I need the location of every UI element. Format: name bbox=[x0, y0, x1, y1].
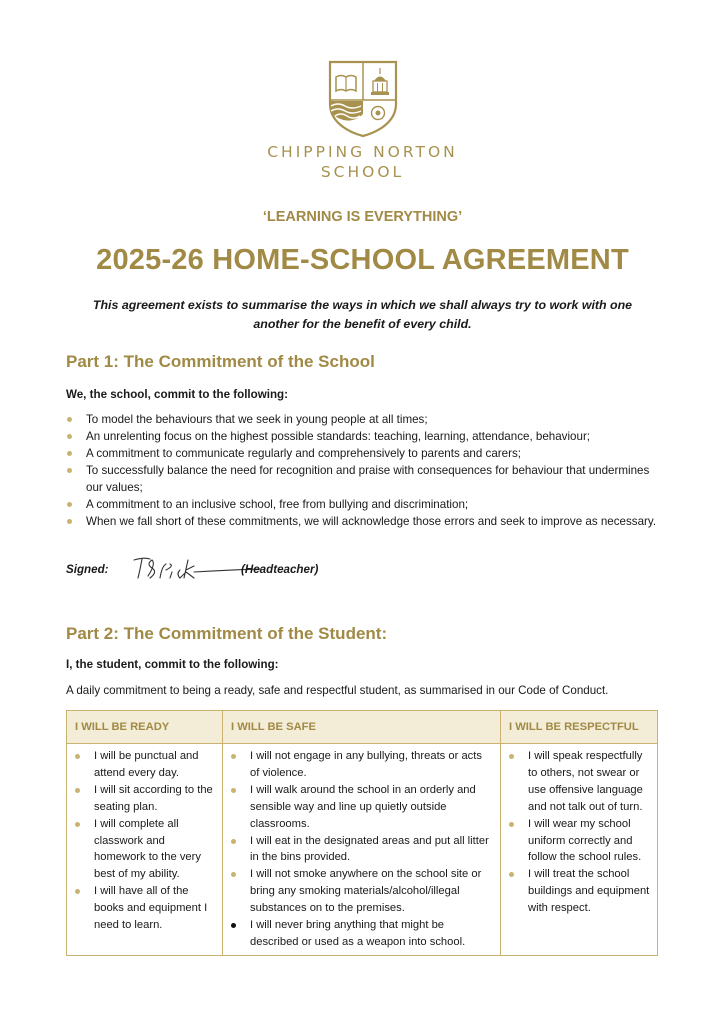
list-item-text: I will wear my school uniform correctly and follow the school rules. bbox=[528, 817, 642, 864]
school-name-line2: SCHOOL bbox=[320, 163, 405, 181]
school-crest-icon bbox=[328, 60, 398, 138]
list-item bbox=[223, 782, 494, 833]
list-item bbox=[66, 513, 666, 530]
list-item bbox=[223, 917, 494, 951]
bullet-icon bbox=[509, 754, 514, 759]
page-title: 2025-26 HOME-SCHOOL AGREEMENT bbox=[96, 244, 629, 276]
respectful-column bbox=[500, 744, 657, 955]
signature-row bbox=[66, 552, 466, 586]
code-of-conduct-summary: A daily commitment to being a ready, safe and respectful student, as summarised in our Code of Conduct. bbox=[66, 684, 609, 697]
school-logo bbox=[0, 60, 725, 182]
list-item bbox=[67, 883, 216, 934]
list-item bbox=[501, 866, 651, 917]
list-item-text: I will not smoke anywhere on the school site or bring any smoking materials/alcohol/illegal substances on to the premises. bbox=[250, 868, 482, 915]
list-item-text: I will eat in the designated areas and put all litter in the bins provided. bbox=[250, 834, 489, 864]
part2-heading: Part 2: The Commitment of the Student: bbox=[66, 624, 388, 643]
bullet-icon bbox=[231, 872, 236, 877]
list-item-text: I will speak respectfully to others, not swear or use offensive language and not talk out of turn. bbox=[528, 750, 643, 813]
list-item-text: A commitment to communicate regularly and comprehensively to parents and carers; bbox=[86, 447, 521, 460]
bullet-icon bbox=[75, 754, 80, 759]
column-header-safe: I WILL BE SAFE bbox=[222, 711, 500, 744]
list-item bbox=[223, 748, 494, 782]
list-item-text: I will sit according to the seating plan. bbox=[94, 783, 213, 813]
student-commitments-table bbox=[66, 710, 658, 956]
list-item bbox=[67, 782, 216, 816]
list-item bbox=[66, 496, 666, 513]
list-item-text: An unrelenting focus on the highest possible standards: teaching, learning, attendance, behaviour; bbox=[86, 430, 591, 443]
part1-lead: We, the school, commit to the following: bbox=[66, 388, 288, 401]
list-item-text: When we fall short of these commitments, we will acknowledge those errors and seek to improve as necessary. bbox=[86, 515, 657, 528]
safe-list bbox=[223, 748, 494, 951]
signed-label: Signed: bbox=[66, 563, 109, 576]
bullet-icon bbox=[67, 434, 72, 439]
ready-list bbox=[67, 748, 216, 934]
list-item-text: I will never bring anything that might be described or used as a weapon into school. bbox=[250, 919, 466, 948]
signatory-role: (Headteacher) bbox=[241, 563, 319, 576]
list-item bbox=[67, 816, 216, 884]
list-item bbox=[66, 462, 666, 496]
bullet-icon bbox=[75, 788, 80, 793]
bullet-icon bbox=[67, 451, 72, 456]
column-header-ready: I WILL BE READY bbox=[67, 711, 222, 744]
list-item bbox=[223, 833, 494, 867]
list-item-text: I will treat the school buildings and equipment with respect. bbox=[528, 868, 650, 915]
list-item bbox=[67, 748, 216, 782]
bullet-icon bbox=[67, 417, 72, 422]
ready-column bbox=[67, 744, 222, 955]
bullet-icon bbox=[231, 923, 236, 928]
bullet-icon bbox=[231, 839, 236, 844]
bullet-icon bbox=[509, 822, 514, 827]
bullet-icon bbox=[67, 519, 72, 524]
list-item-text: I will complete all classwork and homework to the very best of my ability. bbox=[94, 817, 201, 881]
list-item bbox=[223, 866, 494, 917]
bullet-icon bbox=[75, 889, 80, 894]
list-item-text: I will not engage in any bullying, threats or acts of violence. bbox=[250, 750, 482, 779]
list-item-text: I will walk around the school in an orderly and sensible way and line up quietly outside classrooms. bbox=[250, 783, 476, 830]
list-item bbox=[501, 816, 651, 867]
list-item-text: To successfully balance the need for recognition and praise with consequences for behaviour that undermines our values; bbox=[86, 464, 650, 494]
list-item bbox=[66, 445, 666, 462]
bullet-icon bbox=[67, 468, 72, 473]
bullet-icon bbox=[509, 872, 514, 877]
safe-column bbox=[222, 744, 500, 955]
school-name bbox=[0, 142, 725, 182]
bullet-icon bbox=[67, 502, 72, 507]
school-name-line1: CHIPPING NORTON bbox=[267, 143, 458, 161]
part1-heading: Part 1: The Commitment of the School bbox=[66, 352, 375, 371]
list-item-text: I will be punctual and attend every day. bbox=[94, 750, 199, 779]
part2-lead: I, the student, commit to the following: bbox=[66, 658, 279, 671]
list-item bbox=[66, 411, 666, 428]
school-motto: ‘LEARNING IS EVERYTHING’ bbox=[262, 209, 463, 225]
column-header-respectful: I WILL BE RESPECTFUL bbox=[500, 711, 657, 744]
bullet-icon bbox=[231, 754, 236, 759]
intro-text: This agreement exists to summarise the ways in which we shall always try to work with one another for the benefit of every child. bbox=[92, 298, 633, 331]
list-item-text: A commitment to an inclusive school, free from bullying and discrimination; bbox=[86, 498, 469, 511]
respectful-list bbox=[501, 748, 651, 917]
list-item-text: To model the behaviours that we seek in young people at all times; bbox=[86, 413, 428, 426]
bullet-icon bbox=[75, 822, 80, 827]
list-item-text: I will have all of the books and equipment I need to learn. bbox=[94, 885, 208, 932]
list-item bbox=[66, 428, 666, 445]
school-commitments-list bbox=[66, 411, 666, 530]
bullet-icon bbox=[231, 788, 236, 793]
list-item bbox=[501, 748, 651, 816]
